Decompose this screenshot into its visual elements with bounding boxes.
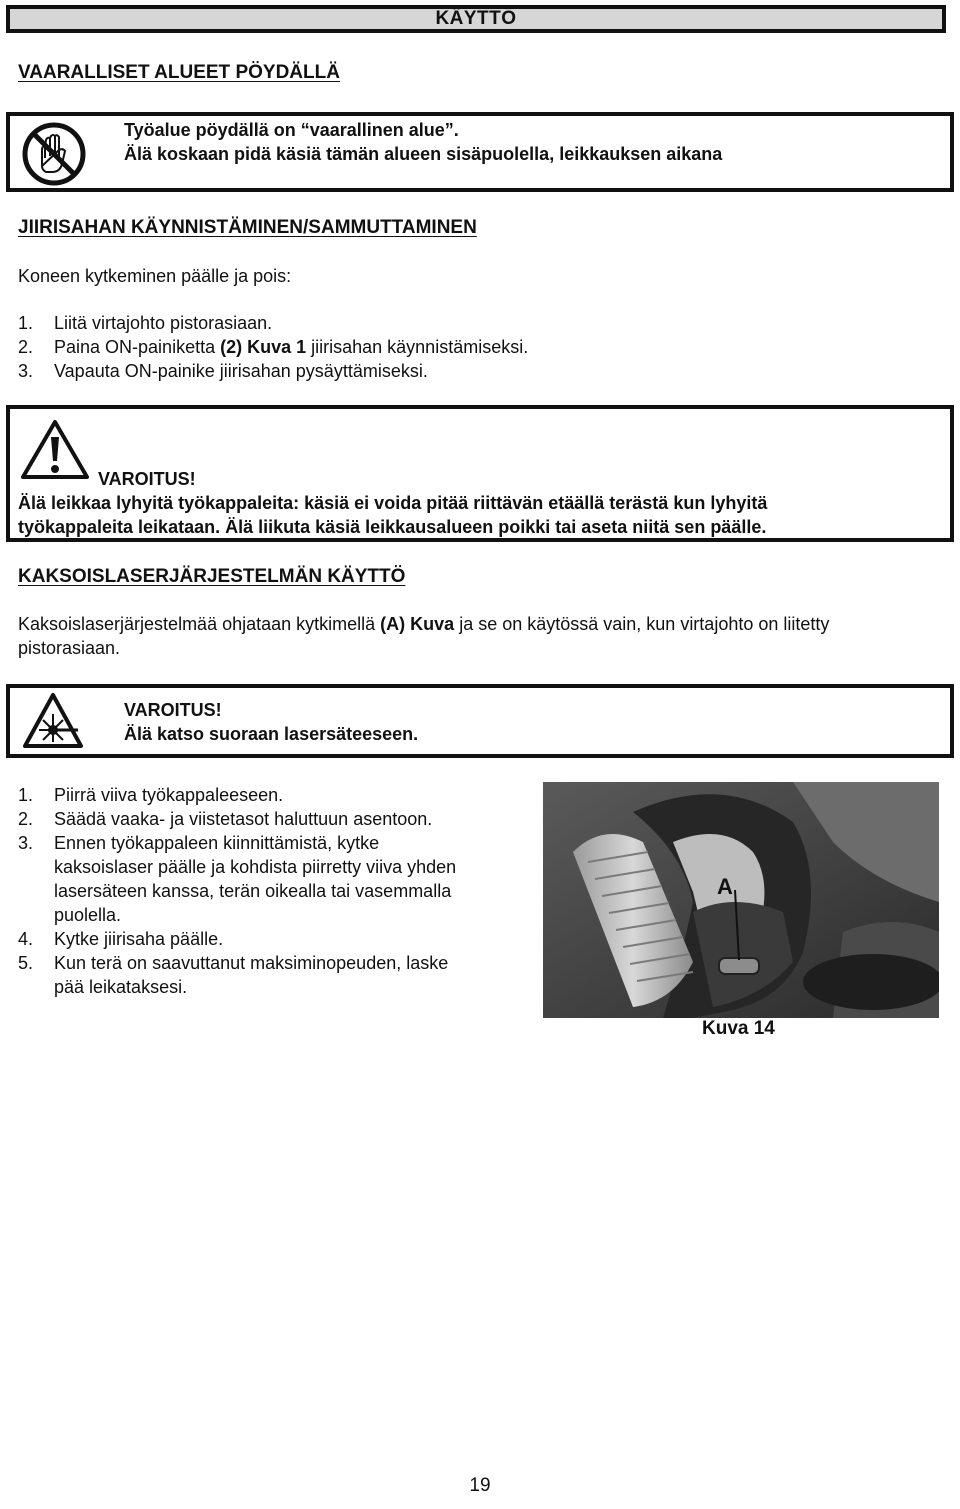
laser-warning-box bbox=[6, 684, 954, 758]
figure-callout-label: A bbox=[717, 874, 733, 899]
short-workpiece-warning-box bbox=[6, 405, 954, 542]
step-number: 5. bbox=[18, 953, 34, 973]
laser-intro-post: ja se on käytössä vain, kun virtajohto on liitetty bbox=[454, 614, 830, 634]
list-item bbox=[18, 359, 918, 383]
laser-heading: KAKSOISLASERJÄRJESTELMÄN KÄYTTÖ bbox=[18, 566, 406, 587]
step-text bbox=[54, 927, 223, 951]
step-line: lasersäteen kanssa, terän oikealla tai vasemmalla bbox=[54, 881, 452, 901]
step-text-post: jiirisahan käynnistämiseksi. bbox=[306, 337, 529, 357]
list-item bbox=[18, 927, 528, 951]
page-number: 19 bbox=[469, 1475, 491, 1496]
step-number: 3. bbox=[18, 833, 34, 853]
step-text: Vapauta ON-painike jiirisahan pysäyttämiseksi. bbox=[54, 361, 428, 381]
step-line: Piirrä viiva työkappaleeseen. bbox=[54, 785, 284, 805]
step-line: kaksoislaser päälle ja kohdista piirretty viiva yhden bbox=[54, 857, 457, 877]
start-stop-steps bbox=[18, 311, 918, 383]
danger-zone-line2: Älä koskaan pidä käsiä tämän alueen sisäpuolella, leikkauksen aikana bbox=[124, 144, 723, 164]
step-number: 1. bbox=[18, 785, 34, 805]
laser-switch-photo bbox=[543, 782, 939, 1018]
danger-zone-heading: VAARALLISET ALUEET PÖYDÄLLÄ bbox=[18, 62, 340, 83]
page-header bbox=[6, 5, 946, 33]
start-stop-intro: Koneen kytkeminen päälle ja pois: bbox=[18, 266, 292, 286]
saw-photo-illustration bbox=[543, 782, 939, 1018]
step-line: puolella. bbox=[54, 905, 122, 925]
list-item bbox=[18, 335, 918, 359]
page-header-title: KÄYTTÖ bbox=[435, 8, 517, 29]
warning-triangle-icon bbox=[20, 419, 90, 481]
laser-intro-pre: Kaksoislaserjärjestelmää ohjataan kytkimellä bbox=[18, 614, 381, 634]
list-item bbox=[18, 807, 528, 831]
list-item bbox=[18, 951, 528, 999]
step-number: 2. bbox=[18, 809, 34, 829]
step-text bbox=[54, 831, 456, 927]
list-item bbox=[18, 311, 918, 335]
step-number: 4. bbox=[18, 929, 34, 949]
laser-intro bbox=[18, 612, 829, 636]
short-workpiece-warning-line1: Älä leikkaa lyhyitä työkappaleita: käsiä ei voida pitää riittävän etäällä terästä kun lyhyitä bbox=[18, 493, 768, 513]
step-line: pää leikataksesi. bbox=[54, 977, 188, 997]
step-number: 1. bbox=[18, 313, 34, 333]
step-text-bold: (2) Kuva 1 bbox=[220, 337, 307, 357]
step-text: Liitä virtajohto pistorasiaan. bbox=[54, 313, 273, 333]
laser-warning-title: VAROITUS! bbox=[124, 700, 222, 720]
step-text bbox=[54, 335, 528, 359]
step-number: 2. bbox=[18, 337, 34, 357]
laser-intro-bold: (A) Kuva bbox=[380, 614, 455, 634]
step-text bbox=[54, 783, 283, 807]
step-number: 3. bbox=[18, 361, 34, 381]
laser-steps bbox=[18, 783, 528, 999]
danger-zone-line1: Työalue pöydällä on “vaarallinen alue”. bbox=[124, 120, 459, 140]
laser-warning-line1: Älä katso suoraan lasersäteeseen. bbox=[124, 724, 419, 744]
figure-caption: Kuva 14 bbox=[702, 1018, 775, 1039]
step-line: Kytke jiirisaha päälle. bbox=[54, 929, 224, 949]
short-workpiece-warning-line2: työkappaleita leikataan. Älä liikuta käsiä leikkausalueen poikki tai aseta niitä sen päälle. bbox=[18, 517, 767, 537]
laser-intro-line2: pistorasiaan. bbox=[18, 638, 121, 658]
step-line: Säädä vaaka- ja viistetasot haluttuun asentoon. bbox=[54, 809, 433, 829]
danger-zone-box bbox=[6, 112, 954, 192]
step-text-pre: Paina ON-painiketta bbox=[54, 337, 221, 357]
step-line: Ennen työkappaleen kiinnittämistä, kytke bbox=[54, 833, 380, 853]
start-stop-heading: JIIRISAHAN KÄYNNISTÄMINEN/SAMMUTTAMINEN bbox=[18, 217, 477, 238]
no-hands-icon bbox=[20, 120, 88, 188]
list-item bbox=[18, 783, 528, 807]
step-line: Kun terä on saavuttanut maksiminopeuden, laske bbox=[54, 953, 449, 973]
step-text bbox=[54, 951, 448, 999]
short-workpiece-warning-title: VAROITUS! bbox=[98, 469, 196, 489]
step-text bbox=[54, 807, 432, 831]
list-item bbox=[18, 831, 528, 927]
laser-hazard-icon bbox=[22, 692, 84, 750]
